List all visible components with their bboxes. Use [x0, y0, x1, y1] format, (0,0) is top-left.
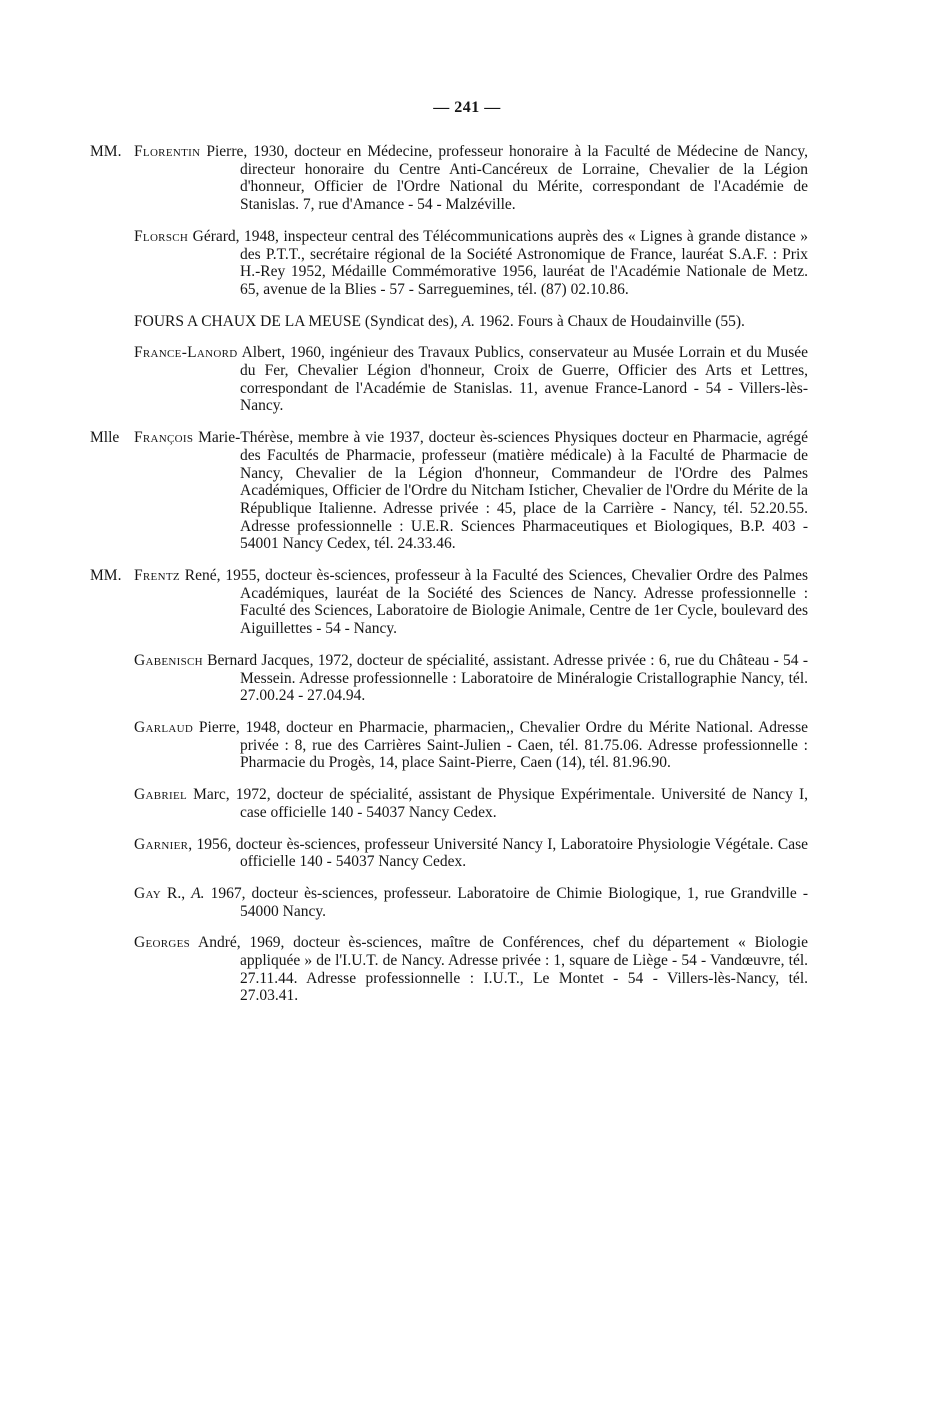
entry-text: 1967, docteur ès-sciences, professeur. Laboratoire de Chimie Biologique, 1, rue Grandville - 54000 Nancy. [204, 884, 808, 920]
entry-text: (Syndicat des), [360, 312, 462, 330]
entry-fours-a-chaux [134, 312, 808, 331]
entry-text: R., [160, 884, 192, 902]
entry-text: Gérard, 1948, inspecteur central des Télécommunications auprès des « Lignes à grande distance » des P.T.T., secrétaire régional de la Société Astronomique de France, lauréat S.A.F. : Prix H.-Rey 1952, Médaille Commémorative 1956, lauréat de l'Académie Nationale de Metz. 65, avenue de la Blies - 57 - Sarreguemines, tél. (87) 02.10.86. [188, 227, 808, 298]
page-number: — 241 — [433, 99, 501, 116]
entry-name: France-Lanord [134, 344, 238, 362]
entry-text: Pierre, 1948, docteur en Pharmacie, pharmacien,, Chevalier Ordre du Mérite National. Adresse privée : 8, rue des Carrières Saint-Julien - Caen, tél. 81.75.06. Adresse professionnelle : Pharmacie du Progès, 14, place Saint-Pierre, Caen (14), tél. 81.96.90. [193, 718, 808, 772]
entry-garlaud [134, 718, 808, 772]
entry-name: Gay [134, 884, 161, 902]
entry-garnier [134, 835, 808, 871]
entry-text: Bernard Jacques, 1972, docteur de spécialité, assistant. Adresse privée : 6, rue du Château - 54 - Messein. Adresse professionnelle : Laboratoire de Minéralogie Cristallographie Nancy, tél. 27.00.24 - 27.04.94. [202, 651, 808, 705]
entry-text: Albert, 1960, ingénieur des Travaux Publics, conservateur au Musée Lorrain et du Musée du Fer, Chevalier Légion d'honneur, Croix de Guerre, Officier des Arts et Lettres, correspondant de l'Académie de Stanislas. 11, avenue France-Lanord - 54 - Villers-lès-Nancy. [237, 344, 808, 415]
entry-text: , 1956, docteur ès-sciences, professeur Université Nancy I, Laboratoire Physiologie Végétale. Case officielle 140 - 54037 Nancy Cedex. [188, 835, 808, 871]
entry-name: Florentin [134, 143, 201, 160]
entry-florentin: MM. Florentin Pierre, 1930, docteur en Médecine, professeur honoraire à la Faculté de Médecine de Nancy, directeur honoraire du Centre Anti-Cancéreux de Lorraine, Chevalier de la Légion d'honneur, Officier de l'Ordre National du Mérite, correspondant de l'Académie de Stanislas. 7, rue d'Amance - 54 - Malzéville. [90, 143, 808, 214]
entry-text: Marie-Thérèse, membre à vie 1937, docteur ès-sciences Physiques docteur en Pharmacie, agrégé des Facultés de Pharmacie, professeur (matière médicale) à la Faculté de Pharmacie de Nancy, Chevalier de la Légion d'honneur, Commandeur de l'Ordre des Palmes Académiques, Officier de l'Ordre du Nitcham Isticher, Chevalier de l'Ordre du Mérite de la République Italienne. Adresse privée : 45, place de la Carrière - Nancy, tél. 52.20.55. Adresse professionnelle : U.E.R. Sciences Pharmaceutiques et Biologiques, B.P. 403 - 54001 Nancy Cedex, tél. 24.33.46. [193, 429, 808, 553]
entry-florsch [134, 227, 808, 299]
entry-gay [134, 884, 808, 920]
entry-name: François [134, 429, 194, 447]
entry-frentz: MM. Frentz René, 1955, docteur ès-sciences, professeur à la Faculté des Sciences, Chevalier Ordre des Palmes Académiques, lauréat de la Société des Sciences de Nancy. Adresse professionnelle : Faculté des Sciences, Laboratoire de Biologie Animale, Centre de 1er Cycle, boulevard des Aiguillettes - 54 - Nancy. [90, 567, 808, 638]
entry-name: FOURS A CHAUX DE LA MEUSE [134, 312, 361, 330]
entry-name: Garnier [134, 835, 189, 853]
entry-francois: Mlle François Marie-Thérèse, membre à vie 1937, docteur ès-sciences Physiques docteur en Pharmacie, agrégé des Facultés de Pharmacie, professeur (matière médicale) à la Faculté de Pharmacie de Nancy, Chevalier de la Légion d'honneur, Commandeur de l'Ordre des Palmes Académiques, Officier de l'Ordre du Nitcham Isticher, Chevalier de l'Ordre du Mérite de la République Italienne. Adresse privée : 45, place de la Carrière - Nancy, tél. 52.20.55. Adresse professionnelle : U.E.R. Sciences Pharmaceutiques et Biologiques, B.P. 403 - 54001 Nancy Cedex, tél. 24.33.46. [90, 429, 808, 553]
entry-georges [134, 934, 808, 1005]
entry-text: Pierre, 1930, docteur en Médecine, professeur honoraire à la Faculté de Médecine de Nancy, directeur honoraire du Centre Anti-Cancéreux de Lorraine, Chevalier de la Légion d'honneur, Officier de l'Ordre National du Mérite, correspondant de l'Académie de Stanislas. 7, rue d'Amance - 54 - Malzéville. [200, 143, 808, 214]
entry-text: Marc, 1972, docteur de spécialité, assistant de Physique Expérimentale. Université de Nancy I, case officielle 140 - 54037 Nancy Cedex. [187, 786, 808, 821]
entry-name: Frentz [134, 567, 180, 585]
entry-gabenisch [134, 651, 808, 705]
entry-annotation: A. [191, 884, 205, 902]
entry-text: André, 1969, docteur ès-sciences, maître de Conférences, chef du département « Biologie appliquée » de l'I.U.T. de Nancy. Adresse privée : 1, square de Liège - 54 - Vandœuvre, tél. 27.11.44. Adresse professionnelle : I.U.T., Le Montet - 54 - Villers-lès-Nancy, tél. 27.03.41. [190, 934, 808, 1005]
entry-annotation: A. [461, 312, 476, 330]
entry-gabriel [134, 786, 808, 821]
entry-france-lanord [134, 344, 808, 415]
directory-entries [0, 143, 934, 1019]
entry-text: René, 1955, docteur ès-sciences, professeur à la Faculté des Sciences, Chevalier Ordre des Palmes Académiques, lauréat de la Société des Sciences de Nancy. Adresse professionnelle : Faculté des Sciences, Laboratoire de Biologie Animale, Centre de 1er Cycle, boulevard des Aiguillettes - 54 - Nancy. [179, 567, 808, 638]
entry-name: Florsch [134, 227, 189, 245]
entry-name: Garlaud [134, 718, 194, 736]
entry-name: Georges [134, 934, 191, 952]
entry-name: Gabenisch [134, 651, 203, 669]
entry-name: Gabriel [134, 786, 188, 804]
entry-text: 1962. Fours à Chaux de Houdainville (55). [475, 312, 745, 330]
